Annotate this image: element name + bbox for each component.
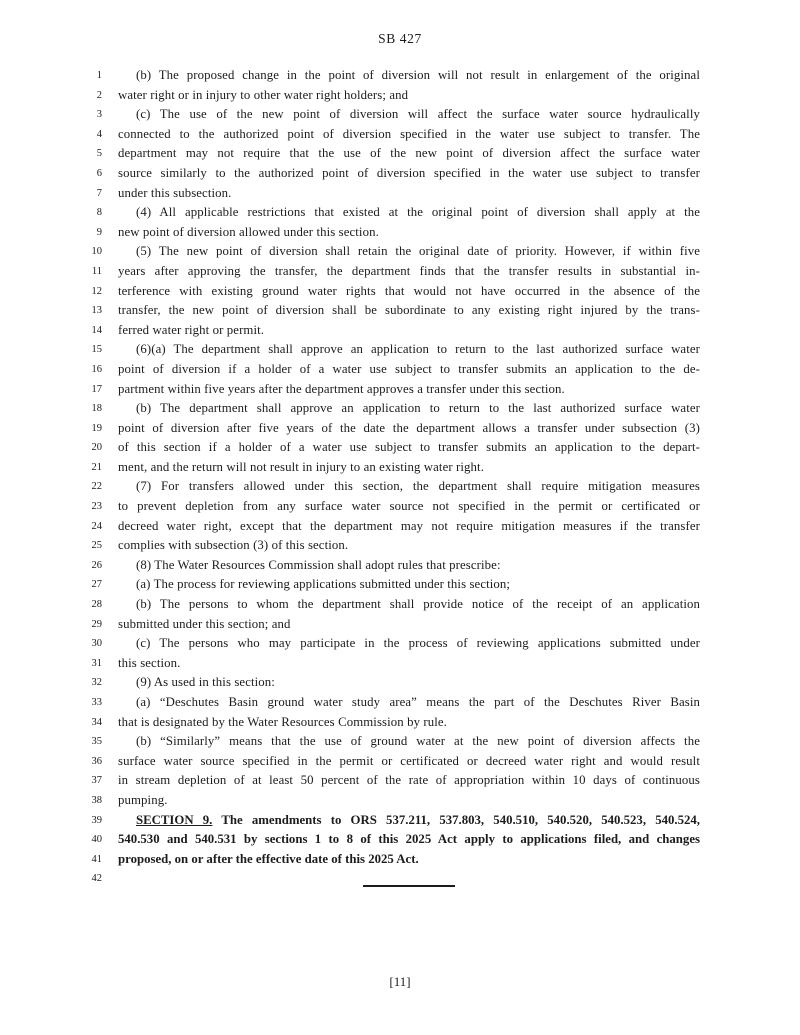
line-number: 1: [96, 70, 102, 81]
line-number: 24: [91, 520, 102, 532]
line-text: ferred water right or permit.: [118, 322, 265, 337]
line-number: 25: [91, 540, 102, 552]
line-text: proposed, on or after the effective date of this 2025 Act.: [118, 851, 419, 866]
line-number: 39: [91, 814, 102, 826]
line-number: 22: [91, 481, 102, 493]
line-number: 13: [91, 305, 102, 317]
line-number: 18: [91, 403, 102, 415]
line-number: 30: [91, 638, 102, 650]
line-text: (b) “Similarly” means that the use of ground water at the new point of diversion affects the: [136, 734, 700, 749]
line-text: (b) The persons to whom the department shall provide notice of the receipt of an application: [136, 597, 700, 612]
line-number: 31: [91, 657, 102, 669]
line-text: (c) The use of the new point of diversion will affect the surface water source hydraulically: [136, 107, 700, 122]
text-line: [88, 634, 700, 654]
text-line: [88, 693, 700, 713]
line-number: 33: [91, 697, 102, 708]
line-number: 6: [96, 167, 102, 179]
line-number: 4: [96, 128, 102, 140]
text-line: [88, 458, 700, 478]
text-line: [88, 595, 700, 615]
line-number: 40: [91, 834, 102, 846]
text-line: [88, 203, 700, 223]
line-number: 38: [91, 794, 102, 806]
text-line: [88, 301, 700, 321]
text-line: [88, 380, 700, 400]
line-text: under this subsection.: [118, 185, 232, 200]
text-line: [88, 164, 700, 184]
line-number: 16: [91, 363, 102, 375]
line-text: (a) “Deschutes Basin ground water study area” means the part of the Deschutes River Basin: [136, 695, 700, 709]
line-text: to prevent depletion from any surface water source not specified in the permit or certificated or: [118, 499, 700, 514]
text-line: [88, 713, 700, 733]
text-line: [88, 438, 700, 458]
text-line: [88, 223, 700, 243]
line-number: 23: [91, 501, 102, 513]
line-number: 10: [91, 246, 102, 258]
text-line: [88, 282, 700, 302]
line-text: point of diversion if a holder of a water use subject to transfer submits an application to the de-: [118, 361, 700, 376]
text-line: [88, 673, 700, 693]
line-text: this section.: [118, 655, 181, 670]
text-line: [88, 575, 700, 595]
line-text: terference with existing ground water rights that would not have occurred in the absence of the: [118, 283, 700, 298]
line-number: 42: [91, 873, 102, 885]
line-text: (b) The proposed change in the point of diversion will not result in enlargement of the original: [136, 68, 700, 82]
line-number: 41: [91, 853, 102, 865]
line-text: (7) For transfers allowed under this section, the department shall require mitigation measures: [136, 479, 700, 494]
text-line: [88, 105, 700, 125]
line-number: 17: [91, 383, 102, 395]
document-header: SB 427: [378, 31, 422, 46]
text-line: [88, 752, 700, 772]
line-number: 29: [91, 618, 102, 630]
text-line: [88, 615, 700, 635]
text-line: [88, 497, 700, 517]
line-number: 7: [96, 187, 102, 199]
line-number: 32: [91, 677, 102, 689]
line-number: 12: [91, 285, 102, 297]
line-text: in stream depletion of at least 50 percent of the rate of appropriation within 10 days of continuous: [118, 773, 700, 788]
line-text: years after approving the transfer, the department finds that the transfer results in substantial in-: [118, 263, 700, 278]
text-block: [88, 66, 700, 889]
text-line: [88, 517, 700, 537]
line-text: source similarly to the authorized point of diversion specified in the water use subject to transfer: [118, 165, 700, 180]
line-text: pumping.: [118, 792, 168, 807]
page-number: [11]: [389, 974, 411, 989]
line-text: surface water source specified in the permit or certificated or decreed water right and would result: [118, 753, 700, 768]
line-text: ment, and the return will not result in injury to an existing water right.: [118, 459, 484, 474]
line-number: 2: [96, 89, 102, 101]
line-number: 34: [91, 716, 102, 728]
text-line: [88, 144, 700, 164]
text-line: [88, 850, 700, 870]
line-text: (8) The Water Resources Commission shall adopt rules that prescribe:: [136, 557, 501, 572]
text-line: [88, 830, 700, 850]
line-number: 21: [91, 461, 102, 473]
line-text: partment within five years after the department approves a transfer under this section.: [118, 381, 565, 396]
line-text: new point of diversion allowed under this section.: [118, 224, 379, 239]
text-line: [88, 242, 700, 262]
line-number: 36: [91, 755, 102, 767]
line-text: (b) The department shall approve an application to return to the last authorized surface water: [136, 401, 700, 416]
text-line: [88, 732, 700, 752]
line-number: 15: [91, 344, 102, 356]
text-line: [88, 399, 700, 419]
line-text: (6)(a) The department shall approve an application to return to the last authorized surface water: [136, 342, 700, 357]
line-number: 28: [91, 599, 102, 611]
line-number: 9: [96, 226, 102, 238]
section-label: SECTION 9.: [136, 812, 213, 827]
line-number: 11: [91, 265, 102, 277]
text-line: [88, 184, 700, 204]
text-line: [88, 86, 700, 106]
line-text: department may not require that the use of the new point of diversion affect the surface water: [118, 146, 700, 161]
text-line: [88, 477, 700, 497]
text-line: [88, 771, 700, 791]
line-text: (9) As used in this section:: [136, 675, 275, 690]
line-text: of this section if a holder of a water use subject to transfer submits an application to the depart-: [118, 440, 700, 455]
line-text: (c) The persons who may participate in the process of reviewing applications submitted under: [136, 636, 700, 651]
text-line: [88, 811, 700, 831]
line-number: 14: [91, 324, 102, 336]
line-number: 5: [96, 148, 102, 160]
line-text: water right or in injury to other water right holders; and: [118, 87, 409, 102]
section-divider: [363, 885, 455, 887]
line-number: 8: [96, 207, 102, 219]
line-number: 3: [96, 109, 102, 121]
line-text: transfer, the new point of diversion shall be subordinate to any existing right injured by the trans-: [118, 303, 700, 318]
line-number: 20: [91, 442, 102, 454]
line-text: point of diversion after five years of the date the department allows a transfer under subsection (3): [118, 420, 700, 435]
line-text: (4) All applicable restrictions that existed at the original point of diversion shall apply at the: [136, 205, 700, 220]
line-text: complies with subsection (3) of this section.: [118, 538, 349, 553]
line-number: 27: [91, 579, 102, 591]
text-line: [88, 419, 700, 439]
line-text: (a) The process for reviewing applications submitted under this section;: [136, 577, 511, 592]
line-number: 26: [91, 559, 102, 571]
text-line: [88, 556, 700, 576]
line-number: 37: [91, 775, 102, 787]
text-line: [88, 125, 700, 145]
line-text: 540.530 and 540.531 by sections 1 to 8 of this 2025 Act apply to applications filed, and changes: [118, 832, 700, 847]
text-line: [88, 66, 700, 86]
text-line: [88, 791, 700, 811]
line-text: submitted under this section; and: [118, 616, 291, 631]
line-text: decreed water right, except that the department may not require mitigation measures if the transfer: [118, 518, 700, 533]
line-text: (5) The new point of diversion shall retain the original date of priority. However, if within five: [136, 244, 700, 259]
text-line: [88, 340, 700, 360]
line-number: 35: [91, 736, 102, 748]
line-text: that is designated by the Water Resources Commission by rule.: [118, 714, 447, 729]
text-line: [88, 536, 700, 556]
text-line: [88, 654, 700, 674]
text-line: [88, 262, 700, 282]
text-line: [88, 321, 700, 341]
line-number: 19: [91, 422, 102, 434]
line-text: SECTION 9. The amendments to ORS 537.211, 537.803, 540.510, 540.520, 540.523, 540.524,: [136, 812, 700, 827]
line-text: connected to the authorized point of diversion specified in the water use subject to transfer. The: [118, 126, 700, 141]
text-line: [88, 360, 700, 380]
